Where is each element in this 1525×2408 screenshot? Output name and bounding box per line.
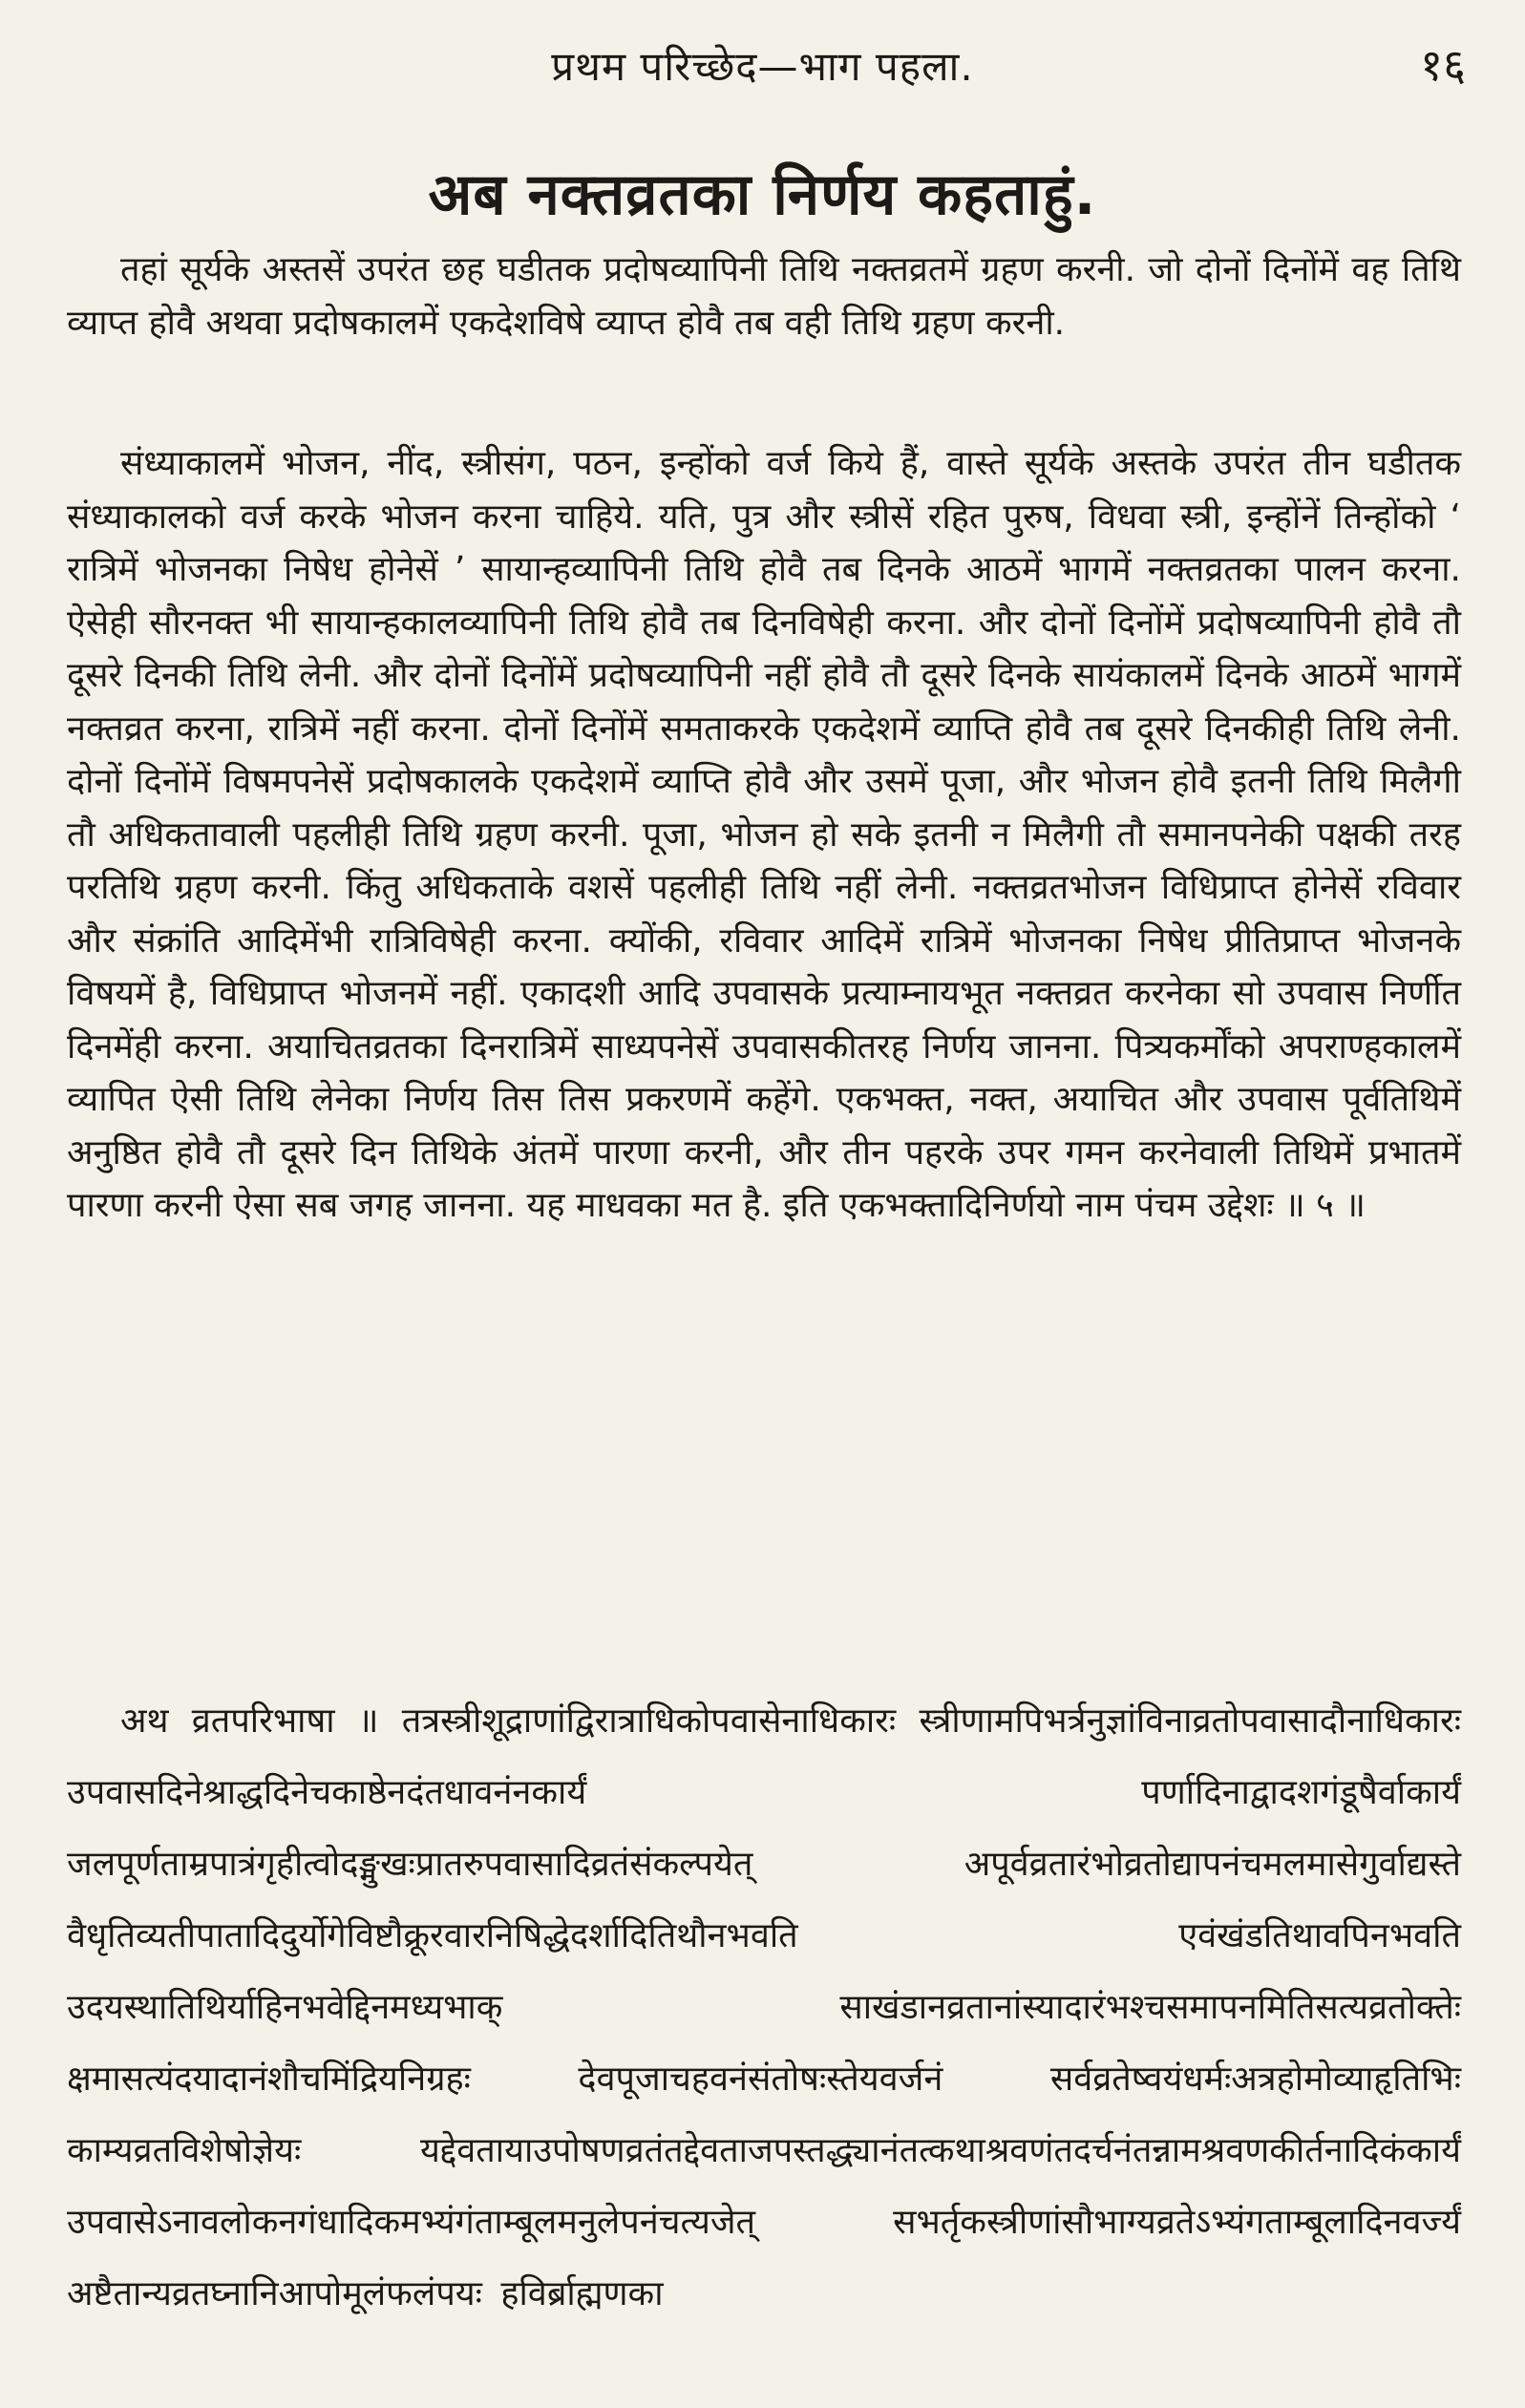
paragraph-text: तहां सूर्यके अस्तसें उपरंत छह घडीतक प्रदोषव्यापिनी तिथि नक्तव्रतमें ग्रहण करनी. जो दोनों दिनोंमें वह तिथि व्याप्त होवै अथवा प्रदोषकालमें एकदेशविषे व्याप्त होवै तब वही तिथि ग्रहण करनी.	[67, 250, 1461, 343]
paragraph-2	[67, 437, 1461, 1233]
paragraph-text: अथ व्रतपरिभाषा ॥ तत्रस्त्रीशूद्राणांद्विरात्राधिकोपवासेनाधिकारः स्त्रीणामपिभर्त्रनुज्ञांविनाव्रतोपवासादौनाधिकारः उपवासदिनेश्राद्धदिनेचकाष्ठेनदंतधावनंनकार्यं पर्णादिनाद्वादशगंडूषैर्वाकार्यं जलपूर्णताम्रपात्रंगृहीत्वोदङ्मुखःप्रातरुपवासादिव्रतंसंकल्पयेत् अपूर्वव्रतारंभोव्रतोद्यापनंचमलमासेगुर्वाद्यस्ते वैधृतिव्यतीपातादिदुर्योगेविष्टौक्रूरवारनिषिद्धेदर्शादितिथौनभवति एवंखंडतिथावपिनभवति उदयस्थातिथिर्याहिनभवेद्दिनमध्यभाक् साखंडानव्रतानांस्यादारंभश्चसमापनमितिसत्यव्रतोक्तेः क्षमासत्यंदयादानंशौचमिंद्रियनिग्रहः देवपूजाचहवनंसंतोषःस्तेयवर्जनं सर्वव्रतेष्वयंधर्मःअत्रहोमोव्याहृतिभिः काम्यव्रतविशेषोज्ञेयः यद्देवतायाउपोषणव्रतंतद्देवताजपस्तद्ध्यानंतत्कथाश्रवणंतदर्चनंतन्नामश्रवणकीर्तनादिकंकार्यं उपवासेऽनावलोकनगंधादिकमभ्यंगंताम्बूलमनुलेपनंचत्यजेत् सभर्तृकस्त्रीणांसौभाग्यव्रतेऽभ्यंगताम्बूलादिनवर्ज्यं अष्टैतान्यव्रतघ्नानिआपोमूलंफलंपयः हविर्ब्राह्मणका	[67, 1701, 1461, 2313]
section-title: अब नक्तव्रतका निर्णय कहताहुं.	[428, 161, 1097, 228]
paragraph-sanskrit	[67, 1685, 1461, 2330]
paragraph-1	[67, 243, 1461, 349]
paragraph-text: संध्याकालमें भोजन, नींद, स्त्रीसंग, पठन, इन्होंको वर्ज किये हैं, वास्ते सूर्यके अस्तके उपरंत तीन घडीतक संध्याकालको वर्ज करके भोजन करना चाहिये. यति, पुत्र और स्त्रीसें रहित पुरुष, विधवा स्त्री, इन्होंनें तिन्होंको ‘ रात्रिमें भोजनका निषेध होनेसें ’ सायान्हव्यापिनी तिथि होवै तब दिनके आठमें भागमें नक्तव्रतका पालन करना. ऐसेही सौरनक्त भी सायान्हकालव्यापिनी तिथि होवै तब दिनविषेही करना. और दोनों दिनोंमें प्रदोषव्यापिनी होवै तौ दूसरे दिनकी तिथि लेनी. और दोनों दिनोंमें प्रदोषव्यापिनी नहीं होवै तौ दूसरे दिनके सायंकालमें दिनके आठमें भागमें नक्तव्रत करना, रात्रिमें नहीं करना. दोनों दिनोंमें समताकरके एकदेशमें व्याप्ति होवै तब दूसरे दिनकीही तिथि लेनी. दोनों दिनोंमें विषमपनेसें प्रदोषकालके एकदेशमें व्याप्ति होवै और उसमें पूजा, और भोजन होवै इतनी तिथि मिलैगी तौ अधिकतावाली पहलीही तिथि ग्रहण करनी. पूजा, भोजन हो सके इतनी न मिलैगी तौ समानपनेकी पक्षकी तरह परतिथि ग्रहण करनी. किंतु अधिकताके वशसें पहलीही तिथि नहीं लेनी. नक्तव्रतभोजन विधिप्राप्त होनेसें रविवार और संक्रांति आदिमेंभी रात्रिविषेही करना. क्योंकी, रविवार आदिमें रात्रिमें भोजनका निषेध प्रीतिप्राप्त भोजनके विषयमें है, विधिप्राप्त भोजनमें नहीं. एकादशी आदि उपवासके प्रत्याम्नायभूत नक्तव्रत करनेका सो उपवास निर्णीत दिनमेंही करना. अयाचितव्रतका दिनरात्रिमें साध्यपनेसें उपवासकीतरह निर्णय जानना. पित्र्यकर्मोंको अपराण्हकालमें व्यापित ऐसी तिथि लेनेका निर्णय तिस तिस प्रकरणमें कहेंगे. एकभक्त, नक्त, अयाचित और उपवास पूर्वतिथिमें अनुष्ठित होवै तौ दूसरे दिन तिथिके अंतमें पारणा करनी, और तीन पहरके उपर गमन करनेवाली तिथिमें प्रभातमें पारणा करनी ऐसा सब जगह जानना. यह माधवका मत है. इति एकभक्तादिनिर्णयो नाम पंचम उद्देशः ॥ ५ ॥	[67, 444, 1461, 1225]
page-number: १६	[1420, 39, 1466, 91]
running-head: प्रथम परिच्छेद—भाग पहला.	[551, 43, 974, 90]
